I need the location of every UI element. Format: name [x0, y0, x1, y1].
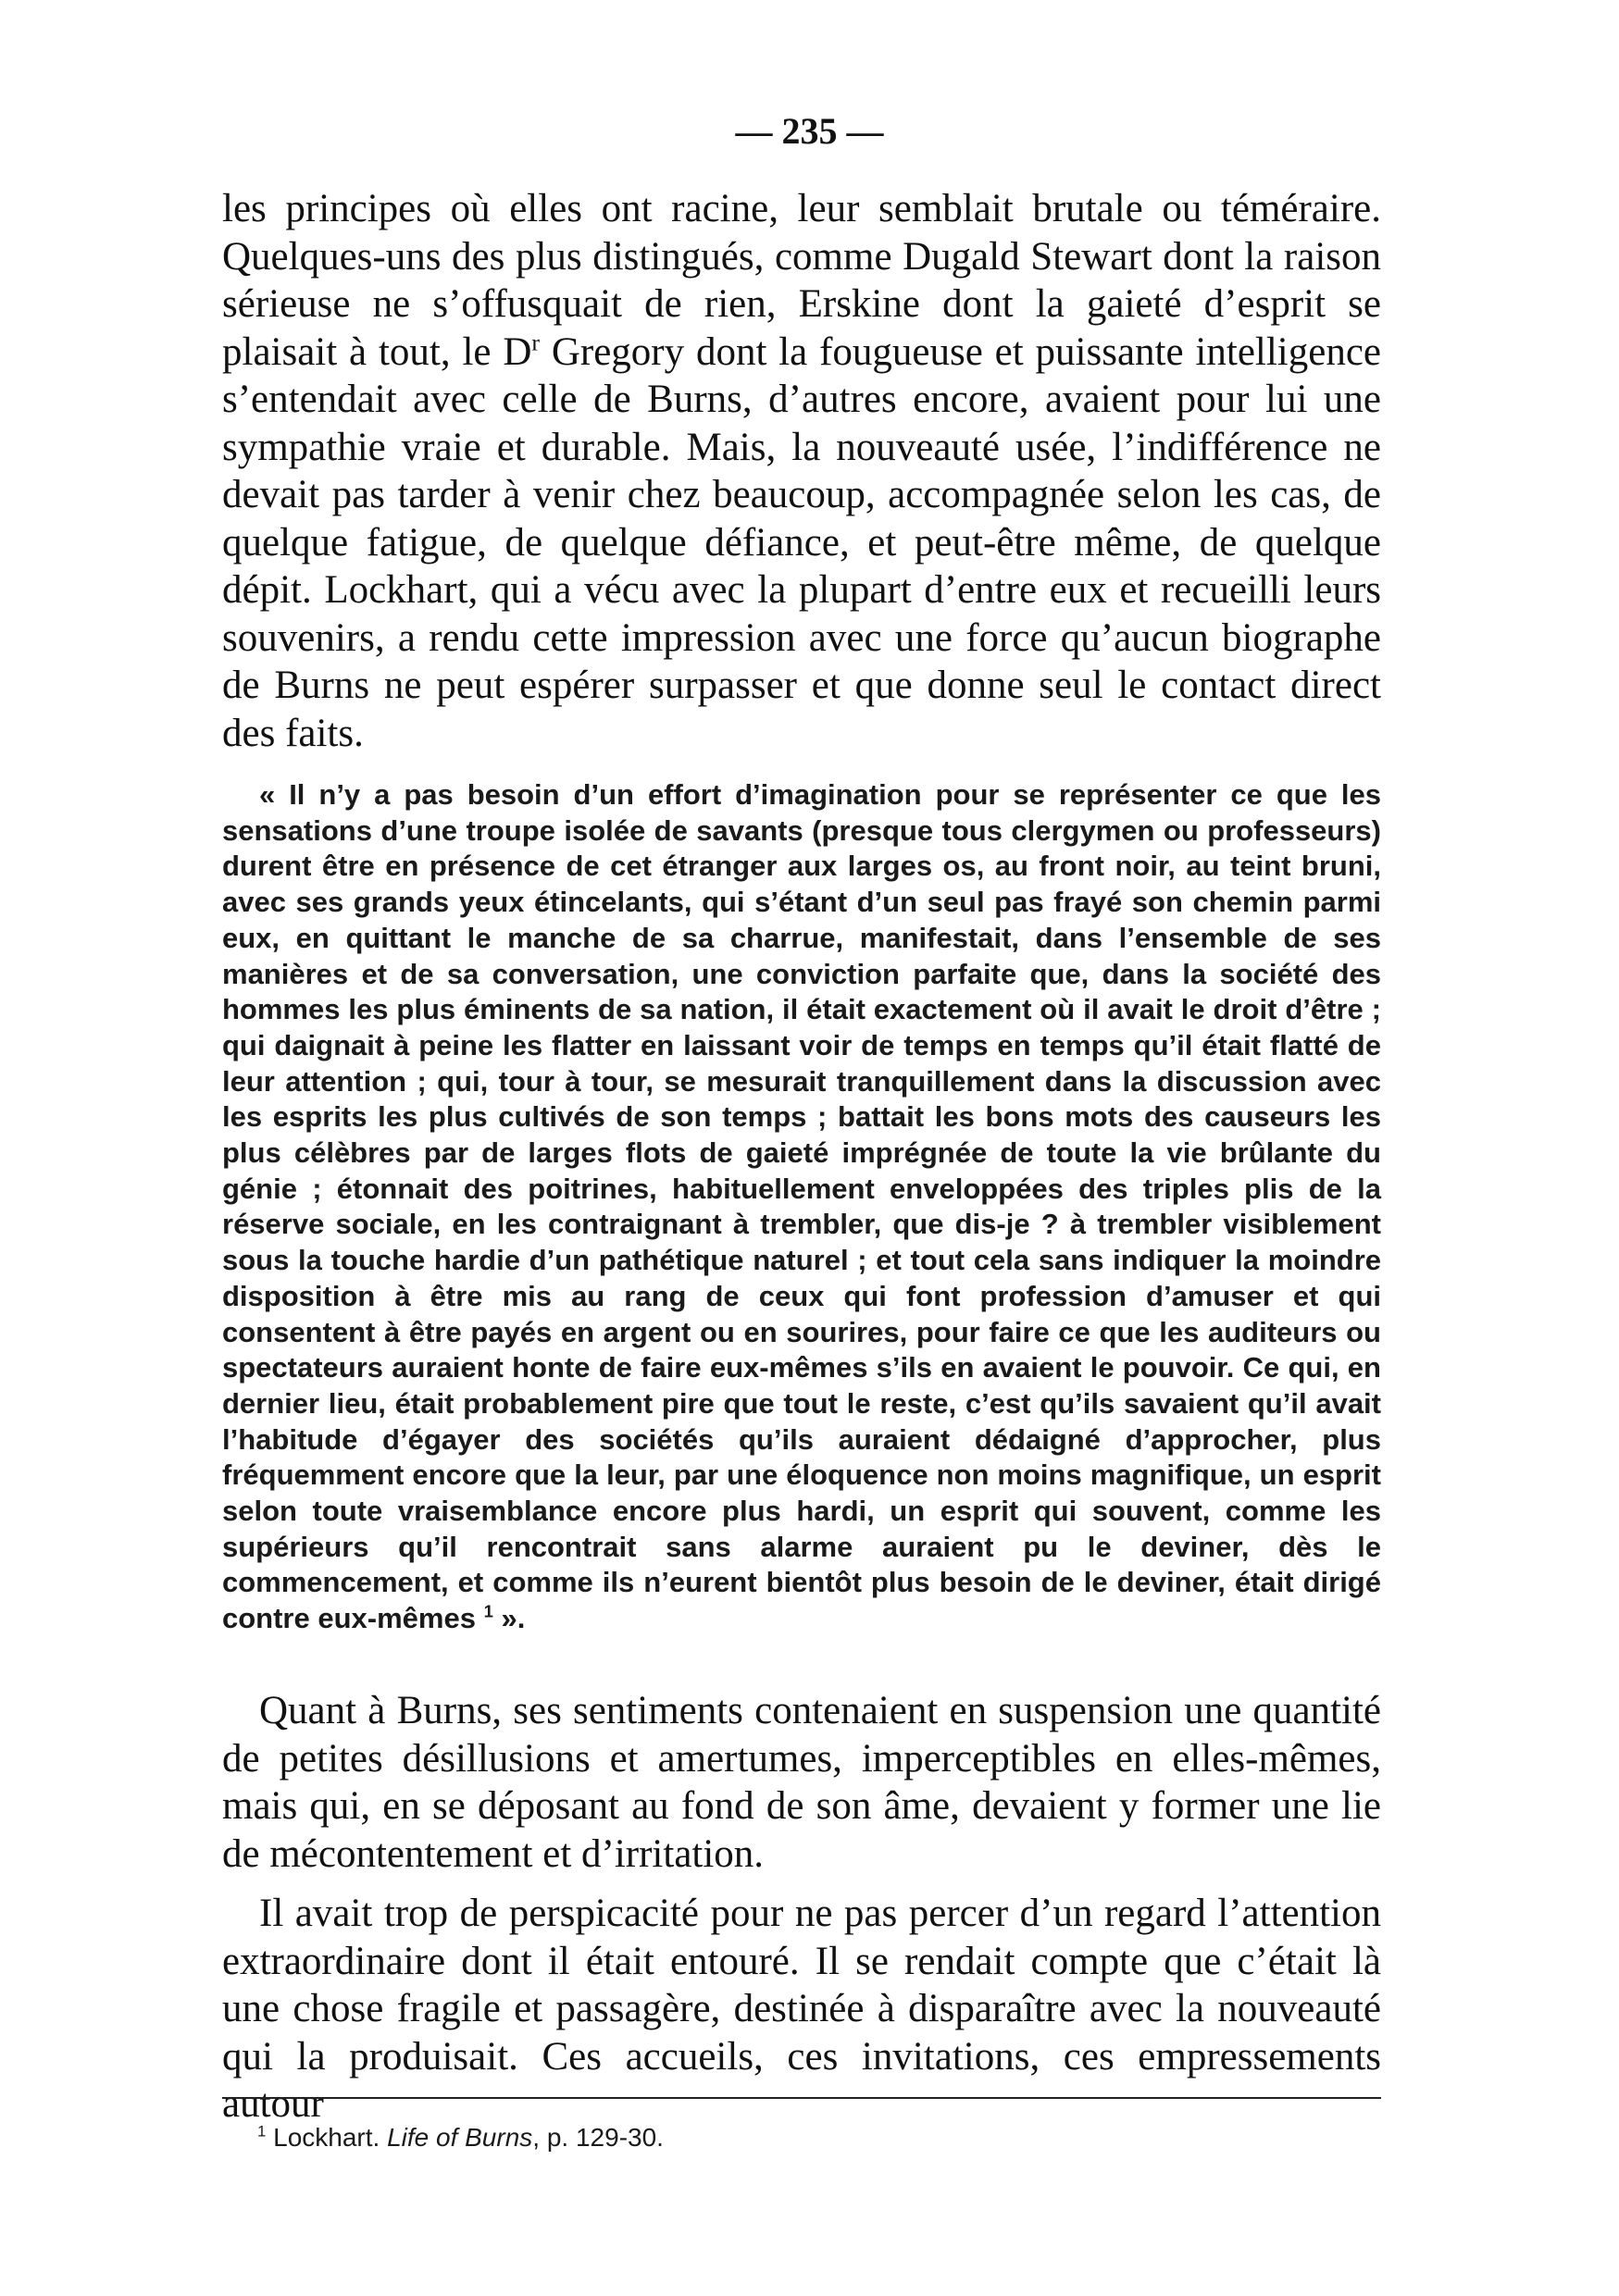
footnote-book-title: Life of Burns	[387, 2123, 533, 2152]
footnote-marker: 1	[257, 2122, 267, 2141]
doctor-abbrev-superscript: r	[531, 329, 540, 356]
quote-closing: ».	[492, 1602, 526, 1635]
main-paragraph	[222, 185, 1381, 757]
main-paragraph-text	[222, 185, 1381, 757]
block-quote	[222, 777, 1381, 1637]
main-text-part2: Gregory dont la fougueuse et puissante intelligence s’entendait avec celle de Burns, d’autres encore, avaient pour lui une sympathie vraie et durable. Mais, la nouveauté usée, l’indifférence ne devait pas tarder à venir chez beaucoup, accompagnée selon les cas, de quelque fatigue, de quelque défiance, et peut-être même, de quelque dépit. Lockhart, qui a vécu avec la plupart d’entre eux et recueilli leurs souvenirs, a rendu cette impression avec une force qu’aucun biographe de Burns ne peut espérer surpasser et que donne seul le contact direct des faits.	[222, 329, 1382, 755]
footnote-pages: , p. 129-30.	[532, 2123, 664, 2152]
footnote-divider	[222, 2097, 1381, 2099]
page-number: — 235 —	[735, 110, 884, 152]
continuation-text	[222, 1687, 1381, 2128]
quote-body: « Il n’y a pas besoin d’un effort d’imagination pour se représenter ce que les sensations d’une troupe isolée de savants (presque tous clergymen ou professeurs) durent être en présence de cet étranger aux larges os, au front noir, au teint bruni, avec ses grands yeux étincelants, qui s’étant d’un seul pas frayé son chemin parmi eux, en quittant le manche de sa charrue, manifestait, dans l’ensemble de ses manières et de sa conversation, une conviction parfaite que, dans la société des hommes les plus éminents de sa nation, il était exactement où il avait le droit d’être ; qui daignait à peine les flatter en laissant voir de temps en temps qu’il était flatté de leur attention ; qui, tour à tour, se mesurait tranquillement dans la discussion avec les esprits les plus cultivés de son temps ; battait les bons mots des causeurs les plus célèbres par de larges flots de gaieté imprégnée de toute la vie brûlante du génie ; étonnait des poitrines, habituellement enveloppées des triples plis de la réserve sociale, en les contraignant à trembler, que dis-je ? à trembler visiblement sous la touche hardie d’un pathétique naturel ; et tout cela sans indiquer la moindre disposition à être mis au rang de ceux qui font profession d’amuser et qui consentent à être payés en argent ou en sourires, pour faire ce que les auditeurs ou spectateurs auraient honte de faire eux-mêmes s’ils en avaient le pouvoir. Ce qui, en dernier lieu, était probablement pire que tout le reste, c’est qu’ils savaient qu’il avait l’habitude d’égayer des sociétés qu’ils auraient dédaigné d’approcher, plus fréquemment encore que la leur, par une éloquence non moins magnifique, un esprit selon toute vraisemblance encore plus hardi, un esprit qui souvent, comme les supérieurs qu’il rencontrait sans alarme auraient pu le deviner, dès le commencement, et comme ils n’eurent bientôt plus besoin de le deviner, était dirigé contre eux-mêmes	[222, 778, 1381, 1635]
main-text-part1: les principes où elles ont racine, leur semblait brutale ou téméraire. Quelques-uns des plus distingués, comme Dugald Stewart dont la raison sérieuse ne s’offusquait de rien, Erskine dont la gaieté d’esprit se plaisait à tout, le D	[222, 187, 1381, 374]
quote-text	[222, 777, 1381, 1637]
footnote-author: Lockhart.	[266, 2123, 388, 2152]
footnote-reference: 1	[483, 1601, 493, 1621]
footnote	[257, 2121, 1368, 2154]
paragraph-burns-sentiments: Quant à Burns, ses sentiments contenaient en suspension une quantité de petites désillusions et amertumes, imperceptibles en elles-mêmes, mais qui, en se déposant au fond de son âme, devaient y former une lie de mécontentement et d’irritation.	[222, 1689, 1381, 1876]
paragraph-perspicacity: Il avait trop de perspicacité pour ne pas percer d’un regard l’attention extraordinaire dont il était entouré. Il se rendait compte que c’était là une chose fragile et passagère, destinée à disparaître avec la nouveauté qui la produisait. Ces accueils, ces invitations, ces empressements autour	[222, 1892, 1381, 2126]
